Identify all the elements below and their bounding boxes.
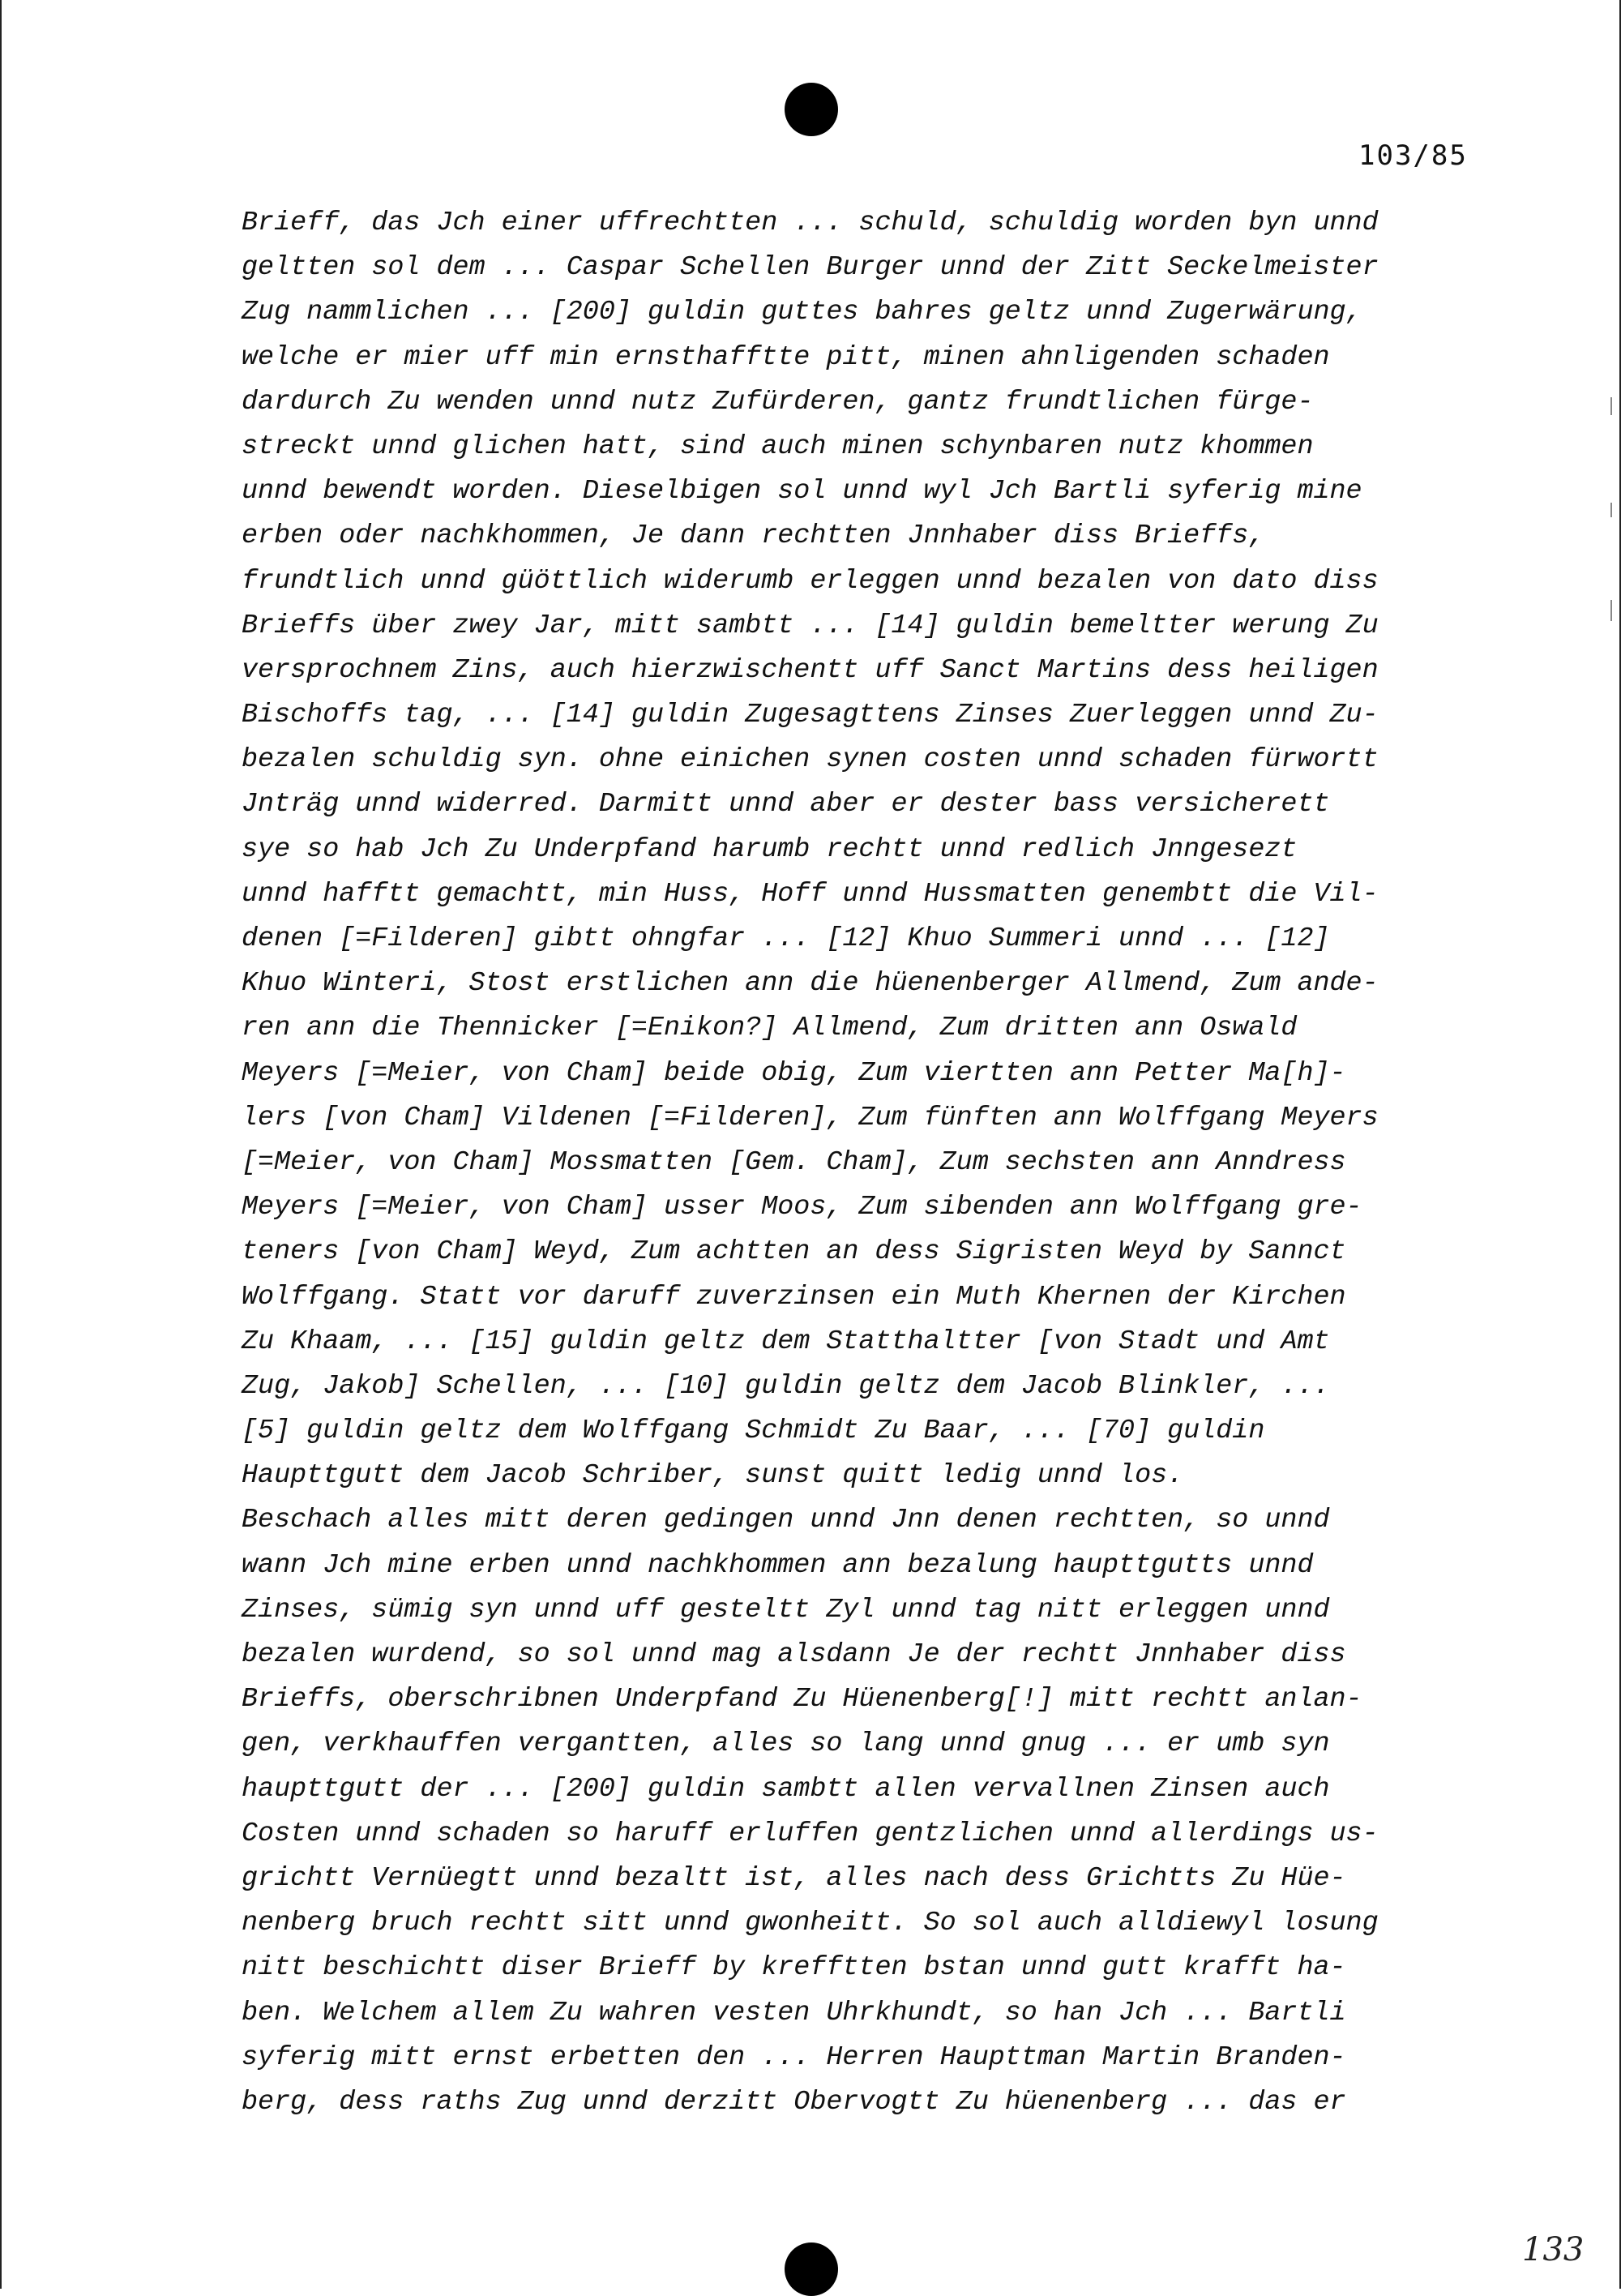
text-line: Zug, Jakob] Schellen, ... [10] guldin geltz dem Jacob Blinkler, ... [242, 1370, 1330, 1402]
text-line: welche er mier uff min ernsthafftte pitt, minen ahnligenden schaden [242, 341, 1330, 373]
text-line: Jnträg unnd widerred. Darmitt unnd aber er dester bass versicherett [242, 789, 1330, 820]
text-line: Meyers [=Meier, von Cham] beide obig, Zum viertten ann Petter Ma[h]- [242, 1057, 1346, 1089]
text-line: unnd hafftt gemachtt, min Huss, Hoff unnd Hussmatten genembtt die Vil- [242, 878, 1379, 910]
text-line: Brieff, das Jch einer uffrechtten ... schuld, schuldig worden byn unnd [242, 208, 1379, 238]
edge-mark [1610, 397, 1612, 415]
text-line: Brieffs, oberschribnen Underpfand Zu Hüenenberg[!] mitt rechtt anlan- [242, 1684, 1362, 1716]
transcription-text [242, 201, 1506, 2125]
text-line: syferig mitt ernst erbetten den ... Herren Haupttman Martin Branden- [242, 2041, 1346, 2073]
text-line: [5] guldin geltz dem Wolffgang Schmidt Zu Baar, ... [70] guldin [242, 1416, 1265, 1447]
text-line: bezalen schuldig syn. ohne einichen synen costen unnd schaden fürwortt [242, 744, 1379, 776]
text-line: Zu Khaam, ... [15] guldin geltz dem Statthaltter [von Stadt und Amt [242, 1326, 1330, 1357]
text-line: Costen unnd schaden so haruff erluffen gentzlichen unnd allerdings us- [242, 1818, 1379, 1849]
text-line: unnd bewendt worden. Dieselbigen sol unnd wyl Jch Bartli syferig mine [242, 476, 1362, 508]
text-line: Bischoffs tag, ... [14] guldin Zugesagttens Zinses Zuerleggen unnd Zu- [242, 700, 1379, 731]
text-line: lers [von Cham] Vildenen [=Filderen], Zum fünften ann Wolffgang Meyers [242, 1102, 1379, 1133]
text-line: berg, dess raths Zug unnd derzitt Obervogtt Zu hüenenberg ... das er [242, 2086, 1346, 2118]
text-line: geltten sol dem ... Caspar Schellen Burger unnd der Zitt Seckelmeister [242, 252, 1379, 284]
edge-mark [1610, 600, 1612, 621]
text-line: gen, verkhauffen vergantten, alles so lang unnd gnug ... er umb syn [242, 1728, 1330, 1760]
folio-mark: 133 [1522, 2231, 1585, 2268]
text-line: versprochnem Zins, auch hierzwischentt uff Sanct Martins dess heiligen [242, 654, 1379, 686]
text-line: wann Jch mine erben unnd nachkhommen ann bezalung haupttgutts unnd [242, 1549, 1314, 1581]
text-line: Wolffgang. Statt vor daruff zuverzinsen ein Muth Khernen der Kirchen [242, 1281, 1346, 1313]
page-number: 103/85 [1358, 139, 1468, 172]
text-line: [=Meier, von Cham] Mossmatten [Gem. Cham], Zum sechsten ann Anndress [242, 1146, 1346, 1178]
text-line: Haupttgutt dem Jacob Schriber, sunst quitt ledig unnd los. [242, 1460, 1184, 1492]
text-line: sye so hab Jch Zu Underpfand harumb rechtt unnd redlich Jnngesezt [242, 833, 1298, 865]
text-line: Brieffs über zwey Jar, mitt sambtt ... [14] guldin bemeltter werung Zu [242, 610, 1379, 641]
punch-hole-bottom [785, 2242, 838, 2296]
punch-hole-top [785, 83, 838, 136]
text-line: dardurch Zu wenden unnd nutz Zufürderen, gantz frundtlichen fürge- [242, 386, 1314, 418]
text-line: Meyers [=Meier, von Cham] usser Moos, Zum sibenden ann Wolffgang gre- [242, 1192, 1362, 1223]
text-line: frundtlich unnd güöttlich widerumb erleggen unnd bezalen von dato diss [242, 565, 1379, 597]
text-line: nenberg bruch rechtt sitt unnd gwonheitt. So sol auch alldiewyl losung [242, 1908, 1379, 1939]
edge-mark [1610, 503, 1612, 517]
text-line: denen [=Filderen] gibtt ohngfar ... [12] Khuo Summeri unnd ... [12] [242, 923, 1330, 954]
text-line: streckt unnd glichen hatt, sind auch minen schynbaren nutz khommen [242, 430, 1314, 462]
text-line: Zug nammlichen ... [200] guldin guttes bahres geltz unnd Zugerwärung, [242, 297, 1362, 328]
text-line: Zinses, sümig syn unnd uff gesteltt Zyl unnd tag nitt erleggen unnd [242, 1594, 1330, 1626]
text-line: grichtt Vernüegtt unnd bezaltt ist, alles nach dess Grichtts Zu Hüe- [242, 1862, 1346, 1894]
text-line: ren ann die Thennicker [=Enikon?] Allmend, Zum dritten ann Oswald [242, 1013, 1298, 1044]
text-line: bezalen wurdend, so sol unnd mag alsdann Je der rechtt Jnnhaber diss [242, 1639, 1346, 1670]
text-line: Beschach alles mitt deren gedingen unnd Jnn denen rechtten, so unnd [242, 1505, 1330, 1536]
text-line: erben oder nachkhommen, Je dann rechtten Jnnhaber diss Brieffs, [242, 520, 1265, 552]
text-line: teners [von Cham] Weyd, Zum achtten an dess Sigristen Weyd by Sannct [242, 1236, 1346, 1268]
text-line: haupttgutt der ... [200] guldin sambtt allen vervallnen Zinsen auch [242, 1773, 1330, 1805]
text-line: nitt beschichtt diser Brieff by krefftten bstan unnd gutt krafft ha- [242, 1952, 1346, 1984]
text-line: ben. Welchem allem Zu wahren vesten Uhrkhundt, so han Jch ... Bartli [242, 1997, 1346, 2028]
text-line: Khuo Winteri, Stost erstlichen ann die hüenenberger Allmend, Zum ande- [242, 968, 1379, 1000]
